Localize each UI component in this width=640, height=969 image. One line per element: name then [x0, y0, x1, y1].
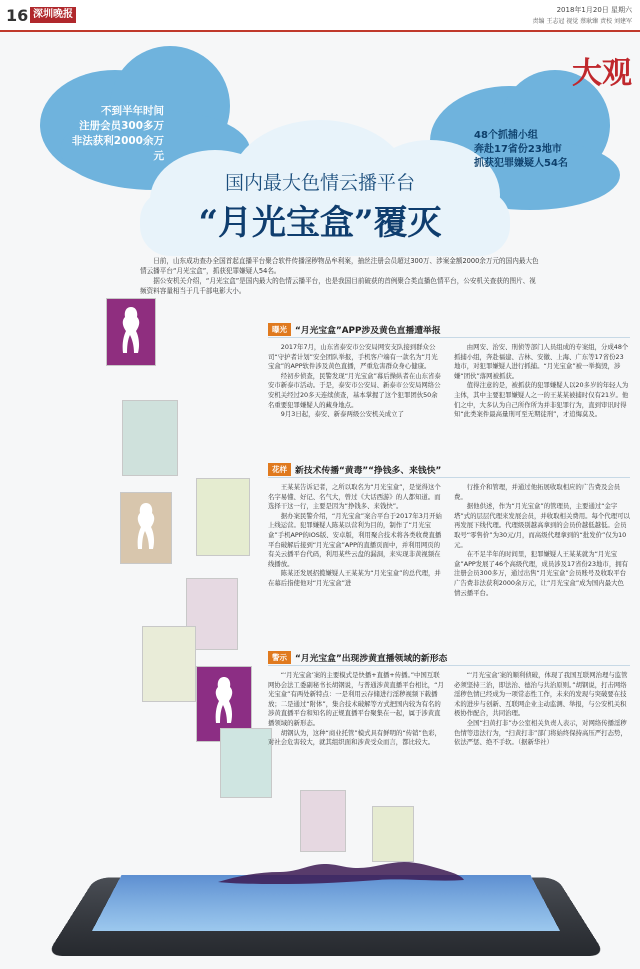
section-body — [268, 343, 630, 420]
text-column — [454, 483, 630, 598]
paragraph: 行推介和管理，并通过他拓展收取相应的广告费及会员费。 — [454, 483, 621, 501]
paragraph: “‘月光宝盒’案的顺利侦破，体现了我国互联网治理与监管必须坚持三治，即法治、德治与共治原则。”胡钢说，打击网络淫秽色情已经成为一项常态性工作，未来的发现与突破要在技术的进步与创新、互联网企业主动监测、举报，与公安机关积极协作配合，共同治理。 — [454, 671, 628, 718]
section-tricks — [268, 462, 630, 598]
page-number: 16 — [6, 6, 29, 25]
section-title: 新技术传播“黄毒”“挣钱多、来钱快” — [295, 465, 442, 476]
lead-text: 日前，山东成功查办全国首起直播平台聚合软件传播淫秽物品牟利案，抽丝注册会员超过300万、涉案金额2000余万元的国内最大色情云播平台“月光宝盒”，抓获犯罪嫌疑人54名。 — [140, 257, 539, 275]
paragraph: 9月3日起，泰安、新泰两级公安机关成立了 — [280, 410, 404, 419]
paragraph: 在不足半年的时间里，犯罪嫌疑人王某某就为“月光宝盒”APP发展了46个高级代理，成员涉及17省份23地市，拥有注册会员300多万，通过出售“月光宝盒”会员账号及收取平台广告费非法获利2000余万元，让“月光宝盒”成为国内最大色情云播平台。 — [454, 550, 628, 597]
paragraph: 王某某告诉记者，之所以取名为“月光宝盒”，是觉得这个名字易懂、好记、名气大，曾过《大话西游》的人都知道。而选择干这一行，主要是因为“挣钱多、来钱快”。 — [268, 483, 441, 511]
text-column — [454, 671, 630, 748]
stat-line: 不到半年时间 — [101, 105, 164, 117]
paragraph: 据办案民警介绍，“月光宝盒”案合平台于2017年3月开始上线运营。犯罪嫌疑人陈某以营利为目的，制作了“月光宝盒”手机APP的iOS版、安卓版，利用聚合技术将各类收费直播平台破解后接到“月光宝盒”APP的直播页面中，并利用网页的有关云播平台代码，利用某些云盘的漏洞，来实现非黄视频在线播放。 — [268, 511, 442, 568]
paragraph: 全国“扫黄打非”办公室相关负责人表示，对网络传播淫秽色情等违法行为，“扫黄打非”部门将始终保持高压严打态势，依法严惩、绝不手软。（据新华社） — [454, 718, 627, 747]
section-title: “月光宝盒”出现涉黄直播领域的新形态 — [295, 653, 448, 664]
reclining-silhouette-icon — [210, 856, 470, 892]
lead-paragraph — [140, 256, 540, 296]
decorative-card — [106, 298, 156, 366]
decorative-card — [300, 790, 346, 852]
section-header — [268, 462, 630, 478]
section-header — [268, 322, 630, 338]
cloud-stats-right — [474, 129, 594, 171]
section-exposure — [268, 322, 630, 420]
paragraph: 由网安、治安、刑侦等部门人员组成的专案组，分成48个抓捕小组，奔赴福建、吉林、安徽、上海、广东等17省份23地市，对犯罪嫌疑人进行抓捕。“月光宝盒”被一举捣毁，涉嫌“团伙”落网被抓获。 — [454, 343, 629, 380]
paragraph: 陈某还发展招揽嫌疑人王某某为“月光宝盒”的总代理，并在幕后指使他对“月光宝盒”进 — [268, 569, 441, 587]
stat-line: 奔赴17省份23地市 — [474, 144, 562, 155]
section-tag: 花样 — [268, 463, 291, 476]
headline-title: “月光宝盒”覆灭 — [198, 203, 442, 243]
section-tag: 曝光 — [268, 323, 291, 336]
section-header — [268, 650, 630, 666]
stat-line: 48个抓捕小组 — [474, 130, 538, 141]
section-warning — [268, 650, 630, 748]
text-column — [268, 483, 444, 598]
paragraph: 胡钢认为，这种“商业托管”模式具有鲜明的“传销”色彩，对社会危害较大，就其组织面和涉黄受众而言，都比较大。 — [268, 728, 442, 747]
silhouette-icon — [121, 493, 171, 563]
newspaper-logo: 深圳晚报 — [30, 7, 76, 23]
text-column — [454, 343, 630, 420]
text-column — [268, 671, 444, 748]
section-label: 大观 — [572, 56, 632, 91]
decorative-card — [372, 806, 414, 862]
text-column — [268, 343, 444, 420]
decorative-card — [220, 728, 272, 798]
stat-line: 注册会员300多万 — [79, 120, 164, 132]
decorative-card — [122, 400, 178, 476]
silhouette-icon — [107, 299, 155, 365]
paragraph: “‘月光宝盒’案的主要模式是快播+直播+传播。”中国互联网协会法工委副秘书长胡钢说，与普通涉黄直播平台相比，“月光宝盒”有两处新特点：一是利用云存储进行淫秽视频下载播放；二是通过“附体”，集合技术破解等方式把国内较为有名的涉黄直播平台和知名的正规直播平台聚集在一起，属于涉黄直播领域的新形态。 — [268, 671, 444, 727]
section-body — [268, 483, 630, 598]
cloud-stats-left — [70, 104, 164, 164]
paragraph: 经初步侦查，民警发现“月光宝盒”幕后操纵者在山东省泰安市新泰市活动。于是，泰安市公安局、新泰市公安局网络公安机关经过20多天连续侦查，基本掌握了这个犯罪团伙50余名重要犯罪嫌疑人的藏身地点。 — [268, 371, 441, 409]
stat-line: 非法获利2000余万元 — [71, 135, 164, 162]
paragraph: 值得注意的是，被抓获的犯罪嫌疑人以20多岁的年轻人为主体，其中主要犯罪嫌疑人之一的王某某被捕时仅有21岁。他们之中，大多认为自己所作所为并非犯罪行为，直到审讯时得知“此类案件最高量刑可至无期徒刑”，才追悔莫及。 — [454, 381, 629, 419]
decorative-card — [196, 478, 250, 556]
section-title: “月光宝盒”APP涉及黄色直播遭举报 — [295, 325, 441, 336]
issue-date: 2018年1月20日 星期六 — [556, 6, 632, 14]
decorative-card — [142, 626, 196, 702]
lead-text: 据公安机关介绍，“月光宝盒”是国内最大的色情云播平台，也是我国目前破获的首例聚合类直播色情平台，公安机关查获的图片、视频资料容量相当于几千部电影大小。 — [140, 277, 536, 295]
paragraph: 据他供述，作为“月光宝盒”的管理员，主要通过“金字塔”式的层层代理来发展会员，并收取相关费用。每个代理可以再发展下线代理。代理级别越高拿到的会员价越低越低。会员取号“零售价”为30元/月，而高级代理拿到的“批发价”仅为10元。 — [454, 502, 630, 549]
section-tag: 警示 — [268, 651, 291, 664]
headline-subtitle: 国内最大色情云播平台 — [224, 172, 415, 194]
section-body — [268, 671, 630, 748]
decorative-card — [120, 492, 172, 564]
paragraph: 2017年7月，山东省泰安市公安局网安支队接到群众公司“守护者计划”安全团队举报，手机客户端有一款名为“月光宝盒”的APP软件涉及黄色直播，严重危害群众身心健康。 — [268, 343, 438, 371]
stat-line: 抓获犯罪嫌疑人54名 — [474, 158, 568, 169]
editor-credits: 责编 王志冠 视觉 蔡耿臻 责校 刘建军 — [532, 18, 632, 25]
